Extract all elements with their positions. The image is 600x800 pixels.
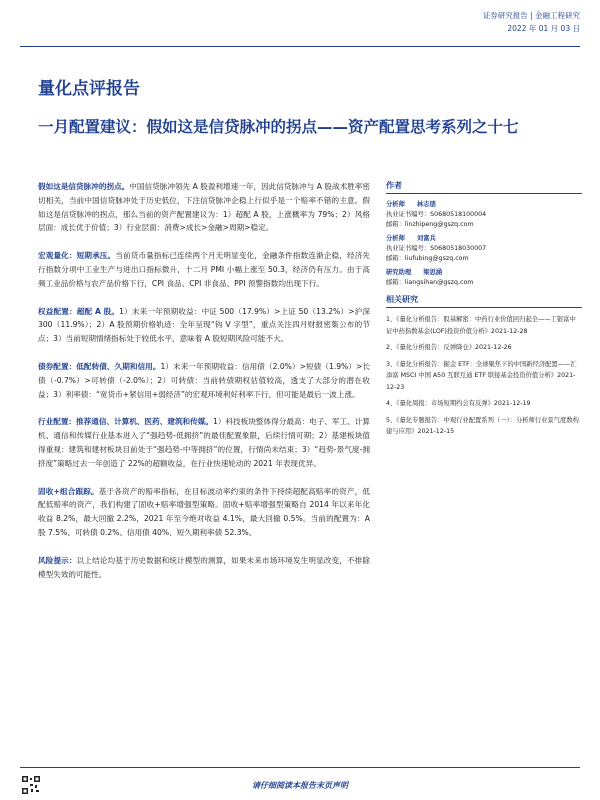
related-report[interactable]: 4、《量化周报：市场短期约会有反弹》2021-12-19 (386, 400, 531, 407)
author-name: 梁思涵 (423, 269, 443, 276)
author-role: 分析师 (386, 201, 405, 208)
author-card (386, 234, 582, 264)
paragraph-text: 当前货币量指标已连续两个月无明显变化，金融条件指数连渐企稳，经济先行指数分项中工业生产与进出口指标微升，十二月 PMI 小幅上涨至 50.3，经济仍有压力。由于高频工业品价格与农产品价格下行，CPI 食品、CPI 非食品、PPI 预警指数均出现下行。 (38, 251, 371, 288)
report-category: 证券研究报告 | 金融工程研究 (482, 11, 580, 20)
related-report[interactable]: 3、《量化分析报告：掘金 ETF：全球聚焦下的中国新经济配置——汇添富 MSCI 中国 A50 互联互通 ETF 联接基金投资价值分析》2021-12-23 (386, 360, 577, 391)
author-name: 林志朋 (416, 201, 436, 208)
paragraph-macro (38, 249, 370, 290)
paragraph-label: 债券配置：低配转债、久期和信用。 (38, 361, 161, 371)
paragraph-label: 固收+组合跟踪。 (38, 486, 99, 496)
cert-label: 执业证书编号： (386, 245, 431, 252)
author-role: 研究助理 (386, 269, 412, 276)
paragraph-industry (38, 415, 370, 470)
report-title: 一月配置建议：假如这是信贷脉冲的拐点——资产配置思考系列之十七 (38, 118, 519, 136)
paragraph-label: 权益配置：超配 A 股。 (38, 306, 120, 316)
main-content (38, 180, 370, 595)
paragraph-credit-impulse (38, 180, 370, 235)
report-header-meta (483, 9, 580, 35)
footer-divider (20, 767, 580, 768)
author-cert: S0680518030007 (430, 245, 487, 252)
paragraph-text: 以上结论均基于历史数据和统计模型的测算，如果未来市场环境发生明显改变，不排除模型失效的可能性。 (38, 555, 371, 579)
paragraph-label: 假如这是信贷脉冲的拐点。 (38, 182, 130, 191)
paragraph-label: 行业配置：推荐通信、计算机、医药、建筑和传媒。 (38, 417, 213, 427)
paragraph-label: 风险提示： (38, 555, 77, 565)
related-report[interactable]: 5、《量化专题报告：中观行业配置系列（一）：分析师行业景气度数构建与应用》2021-12-15 (386, 416, 579, 435)
email-label: 邮箱： (386, 221, 405, 228)
author-card (386, 200, 582, 230)
related-report[interactable]: 1、《量化分析报告：股基解密：中药行业价值回归起全——工银富中证中药指数基金(LOF)投资价值分析》2021-12-28 (386, 316, 576, 335)
related-research-heading: 相关研究 (386, 294, 582, 308)
author-email[interactable]: liufubing@gszq.com (404, 255, 469, 262)
report-date: 2022 年 01 月 03 日 (507, 24, 580, 33)
author-email[interactable]: linzhipeng@gszq.com (404, 221, 474, 228)
footer-disclaimer: 请仔细阅读本报告末页声明 (252, 781, 348, 790)
report-type: 量化点评报告 (38, 79, 140, 99)
paragraph-fixed-income-plus (38, 485, 370, 540)
email-label: 邮箱： (386, 255, 405, 262)
email-label: 邮箱： (386, 279, 405, 286)
paragraph-bond (38, 360, 370, 401)
paragraph-text: 1）未来一年预期收益：信用债（2.0%）>短债（1.9%）>长债（-0.7%）>可转债（-2.0%）；2）可转债：当前转债期权估值较高，透支了大部分的潜在收益；3）利率债：“宽货币+紧信用+弱经济”的宏观环境利好利率下行，但可能是最后一波上涨。 (38, 361, 371, 399)
paragraph-equity (38, 305, 370, 346)
cert-label: 执业证书编号： (386, 211, 431, 218)
paragraph-text: 中国信贷脉冲领先 A 股盈利增速一年，因此信贷脉冲与 A 股战术胜率密切相关，当前中国信贷脉冲处于历史低位，下注信贷脉冲企稳上行似乎是一个赔率不错的主意。假如这是信贷脉冲的拐点，那么当前的资产配置建议为：1）超配 A 股，上涨概率为 79%；2）风格层面：成长优于价值；3）行业层面：消费>成长>金融>周期>稳定。 (38, 182, 371, 233)
author-name: 刘富兵 (416, 235, 436, 242)
sidebar (386, 180, 582, 443)
author-cert: S0680518100004 (430, 211, 487, 218)
paragraph-text: 基于各资产的赔率指标，在目标波动率约束的条件下持续超配高赔率的资产，低配低赔率的资产，我们构建了固收+赔率增强型策略。固收+赔率增强型策略自 2014 年以来年化收益 8.2%，最大回撤 2.2%，2021 年至今绝对收益 4.1%，最大回撤 0.5%。当前的配置为：A 股 7.5%、可转债 0.2%、信用债 40%、短久期利率债 52.3%。 (38, 486, 370, 537)
related-report[interactable]: 2、《量化分析报告：反弹降仓》2021-12-26 (386, 344, 512, 351)
author-role: 分析师 (386, 235, 405, 242)
header-divider (20, 46, 580, 47)
author-email[interactable]: liangsihan@gszq.com (404, 279, 474, 286)
author-card (386, 268, 582, 288)
paragraph-label: 宏观量化：短期承压。 (38, 251, 116, 261)
paragraph-risk (38, 554, 370, 582)
paragraph-text: 1）未来一年预期收益：中证 500（17.9%）>上证 50（13.2%）>沪深 300（11.9%）；2）A 股预期价格轨迹：全年呈现“钩 V 字型”，重点关注四月财报密集公布的节点；3）当前短期情绪指标处于较低水平，意味着 A 股短期风险可能不大。 (38, 306, 370, 344)
paragraph-text: 1）科技板块整体得分最高：电子、军工、计算机、通信和传媒行业基本进入了“强趋势-低拥挤”的最佳配置象限，后续行情可期；2）基建板块值得重视：建筑和建材板块目前处于“强趋势-中等拥挤”的位置，行情尚未结束；3）“趋势-景气度-拥挤度”策略过去一年创造了 22%的超额收益，在行业快速轮动的 2021 年表现优异。 (38, 417, 370, 468)
authors-heading: 作者 (386, 180, 582, 194)
